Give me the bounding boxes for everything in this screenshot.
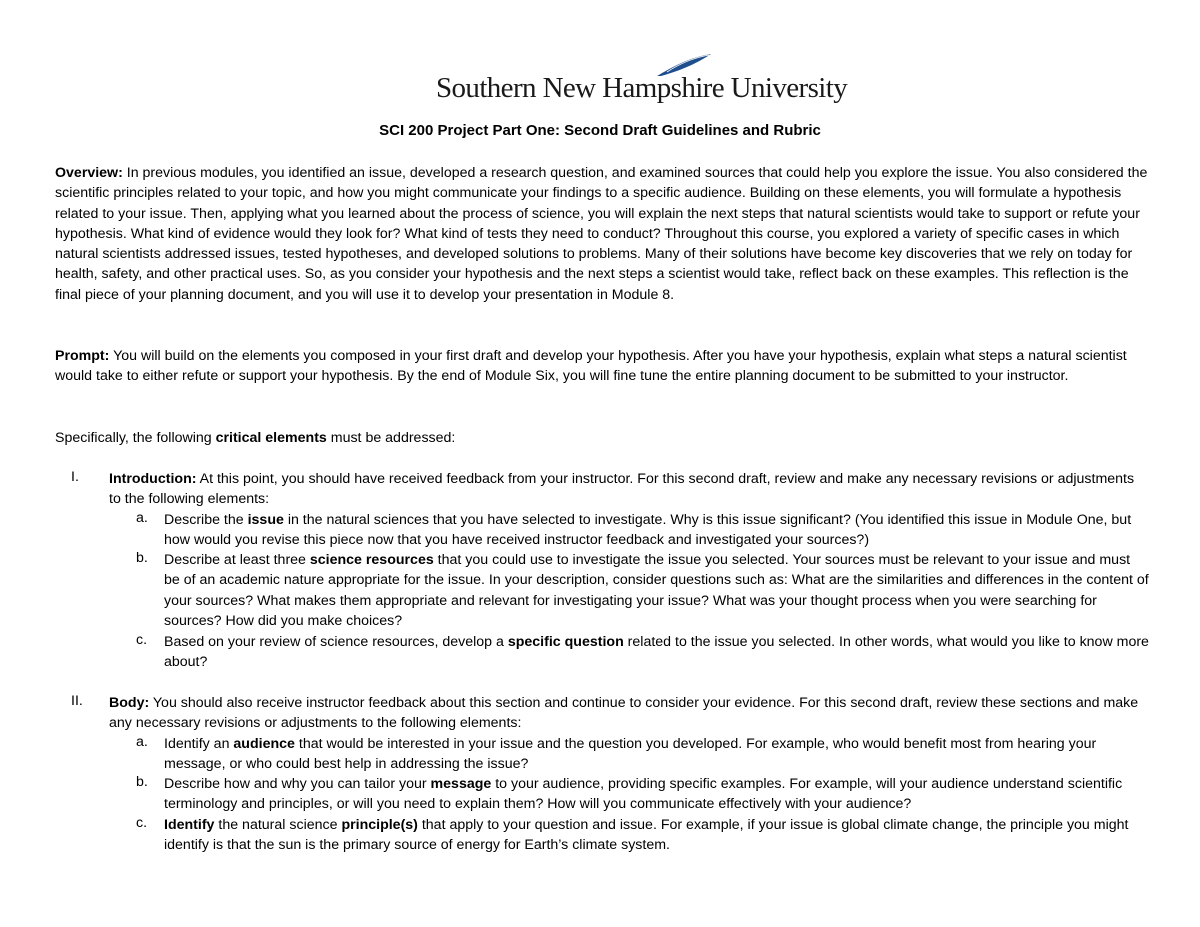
specifically-after: must be addressed:	[326, 430, 456, 446]
prompt-paragraph	[55, 346, 1155, 387]
item-keyword: audience	[233, 736, 295, 752]
list-item	[164, 774, 1149, 815]
overview-text: In previous modules, you identified an issue, developed a research question, and examined sources that could help you explore the issue. You also considered the scientific principles related to your topic, and how you might communicate your findings to a specific audience. Building on these elements, you will formulate a hypothesis related to your issue. Then, applying what you learned about the process of science, you will explain the next steps that natural scientists would take to support or refute your hypothesis. What kind of evidence would they look for? What kind of tests they need to conduct? Throughout this course, you explored a variety of specific cases in which natural scientists addressed issues, tested hypotheses, and developed solutions to problems. Many of their solutions have become key discoveries that we rely on today for health, safety, and other practical uses. So, as you consider your hypothesis and the next steps a scientist would take, reflect back on these examples. This reflection is the final piece of your planning document, and you will use it to develop your presentation in Module 8.	[55, 165, 1148, 303]
item-letter: a.	[136, 510, 148, 526]
item-text: the natural science	[214, 817, 342, 833]
item-text: that you could use to investigate the issue you selected. Your sources must be relevant to your issue and must be of an academic nature appropriate for the issue. In your description, consider questions such as: What are the similarities and differences in the content of your sources? What makes them appropriate and relevant for investigating your issue? What was your thought process when you were searching for sources? How did you make choices?	[164, 552, 1149, 629]
item-letter: b.	[136, 774, 148, 790]
item-keyword: specific question	[507, 634, 624, 650]
list-item	[164, 815, 1149, 856]
item-letter: a.	[136, 734, 148, 750]
logo-text: Southern New Hampshire University	[436, 72, 848, 104]
section-text: You should also receive instructor feedback about this section and continue to consider your evidence. For this second draft, review these sections and make any necessary revisions or adjustments to the following elements:	[109, 695, 1139, 732]
section-numeral: II.	[71, 693, 83, 709]
list-item	[164, 734, 1149, 775]
item-keyword: issue	[247, 512, 284, 528]
list-item	[164, 550, 1149, 631]
critical-elements-label: critical elements	[215, 430, 327, 446]
item-text: in the natural sciences that you have selected to investigate. Why is this issue significant? (You identified this issue in Module One, but how would you revise this piece now that you have received instructor feedback and investigated your sources?)	[164, 512, 1132, 549]
overview-label: Overview:	[55, 165, 123, 181]
prompt-label: Prompt:	[55, 348, 110, 364]
item-keyword: Identify	[164, 817, 215, 833]
item-letter: c.	[136, 632, 148, 648]
item-keyword: principle(s)	[341, 817, 418, 833]
section-introduction	[109, 469, 1149, 510]
item-text: that would be interested in your issue and the question you developed. For example, who would benefit most from hearing your message, or who could best help in addressing the issue?	[164, 736, 1097, 773]
item-letter: c.	[136, 815, 148, 831]
item-text: Describe how and why you can tailor your	[164, 776, 431, 792]
specifically-paragraph	[55, 428, 1155, 448]
list-item	[164, 632, 1149, 673]
item-letter: b.	[136, 550, 148, 566]
item-keyword: message	[430, 776, 492, 792]
document-title: SCI 200 Project Part One: Second Draft Guidelines and Rubric	[379, 122, 821, 139]
section-label: Introduction:	[109, 471, 197, 487]
section-text: At this point, you should have received feedback from your instructor. For this second draft, review and make any necessary revisions or adjustments to the following elements:	[109, 471, 1135, 508]
item-text: related to the issue you selected. In other words, what would you like to know more about?	[164, 634, 1149, 671]
item-text: Describe the	[164, 512, 248, 528]
prompt-text: You will build on the elements you composed in your first draft and develop your hypothesis. After you have your hypothesis, explain what steps a natural scientist would take to either refute or support your hypothesis. By the end of Module Six, you will fine tune the entire planning document to be submitted to your instructor.	[55, 348, 1127, 385]
item-keyword: science resources	[309, 552, 434, 568]
section-numeral: I.	[71, 469, 79, 485]
item-text: that apply to your question and issue. For example, if your issue is global climate change, the principle you might identify is that the sun is the primary source of energy for Earth’s climate system.	[164, 817, 1129, 854]
item-text: to your audience, providing specific examples. For example, will your audience understand scientific terminology and principles, or will you need to explain them? How will you communicate effectively with your audience?	[164, 776, 1123, 813]
university-logo	[436, 52, 848, 108]
section-label: Body:	[109, 695, 150, 711]
item-text: Identify an	[164, 736, 234, 752]
item-text: Describe at least three	[164, 552, 310, 568]
overview-paragraph	[55, 163, 1155, 305]
specifically-before: Specifically, the following	[55, 430, 216, 446]
item-text: Based on your review of science resources, develop a	[164, 634, 508, 650]
list-item	[164, 510, 1149, 551]
section-body	[109, 693, 1149, 734]
